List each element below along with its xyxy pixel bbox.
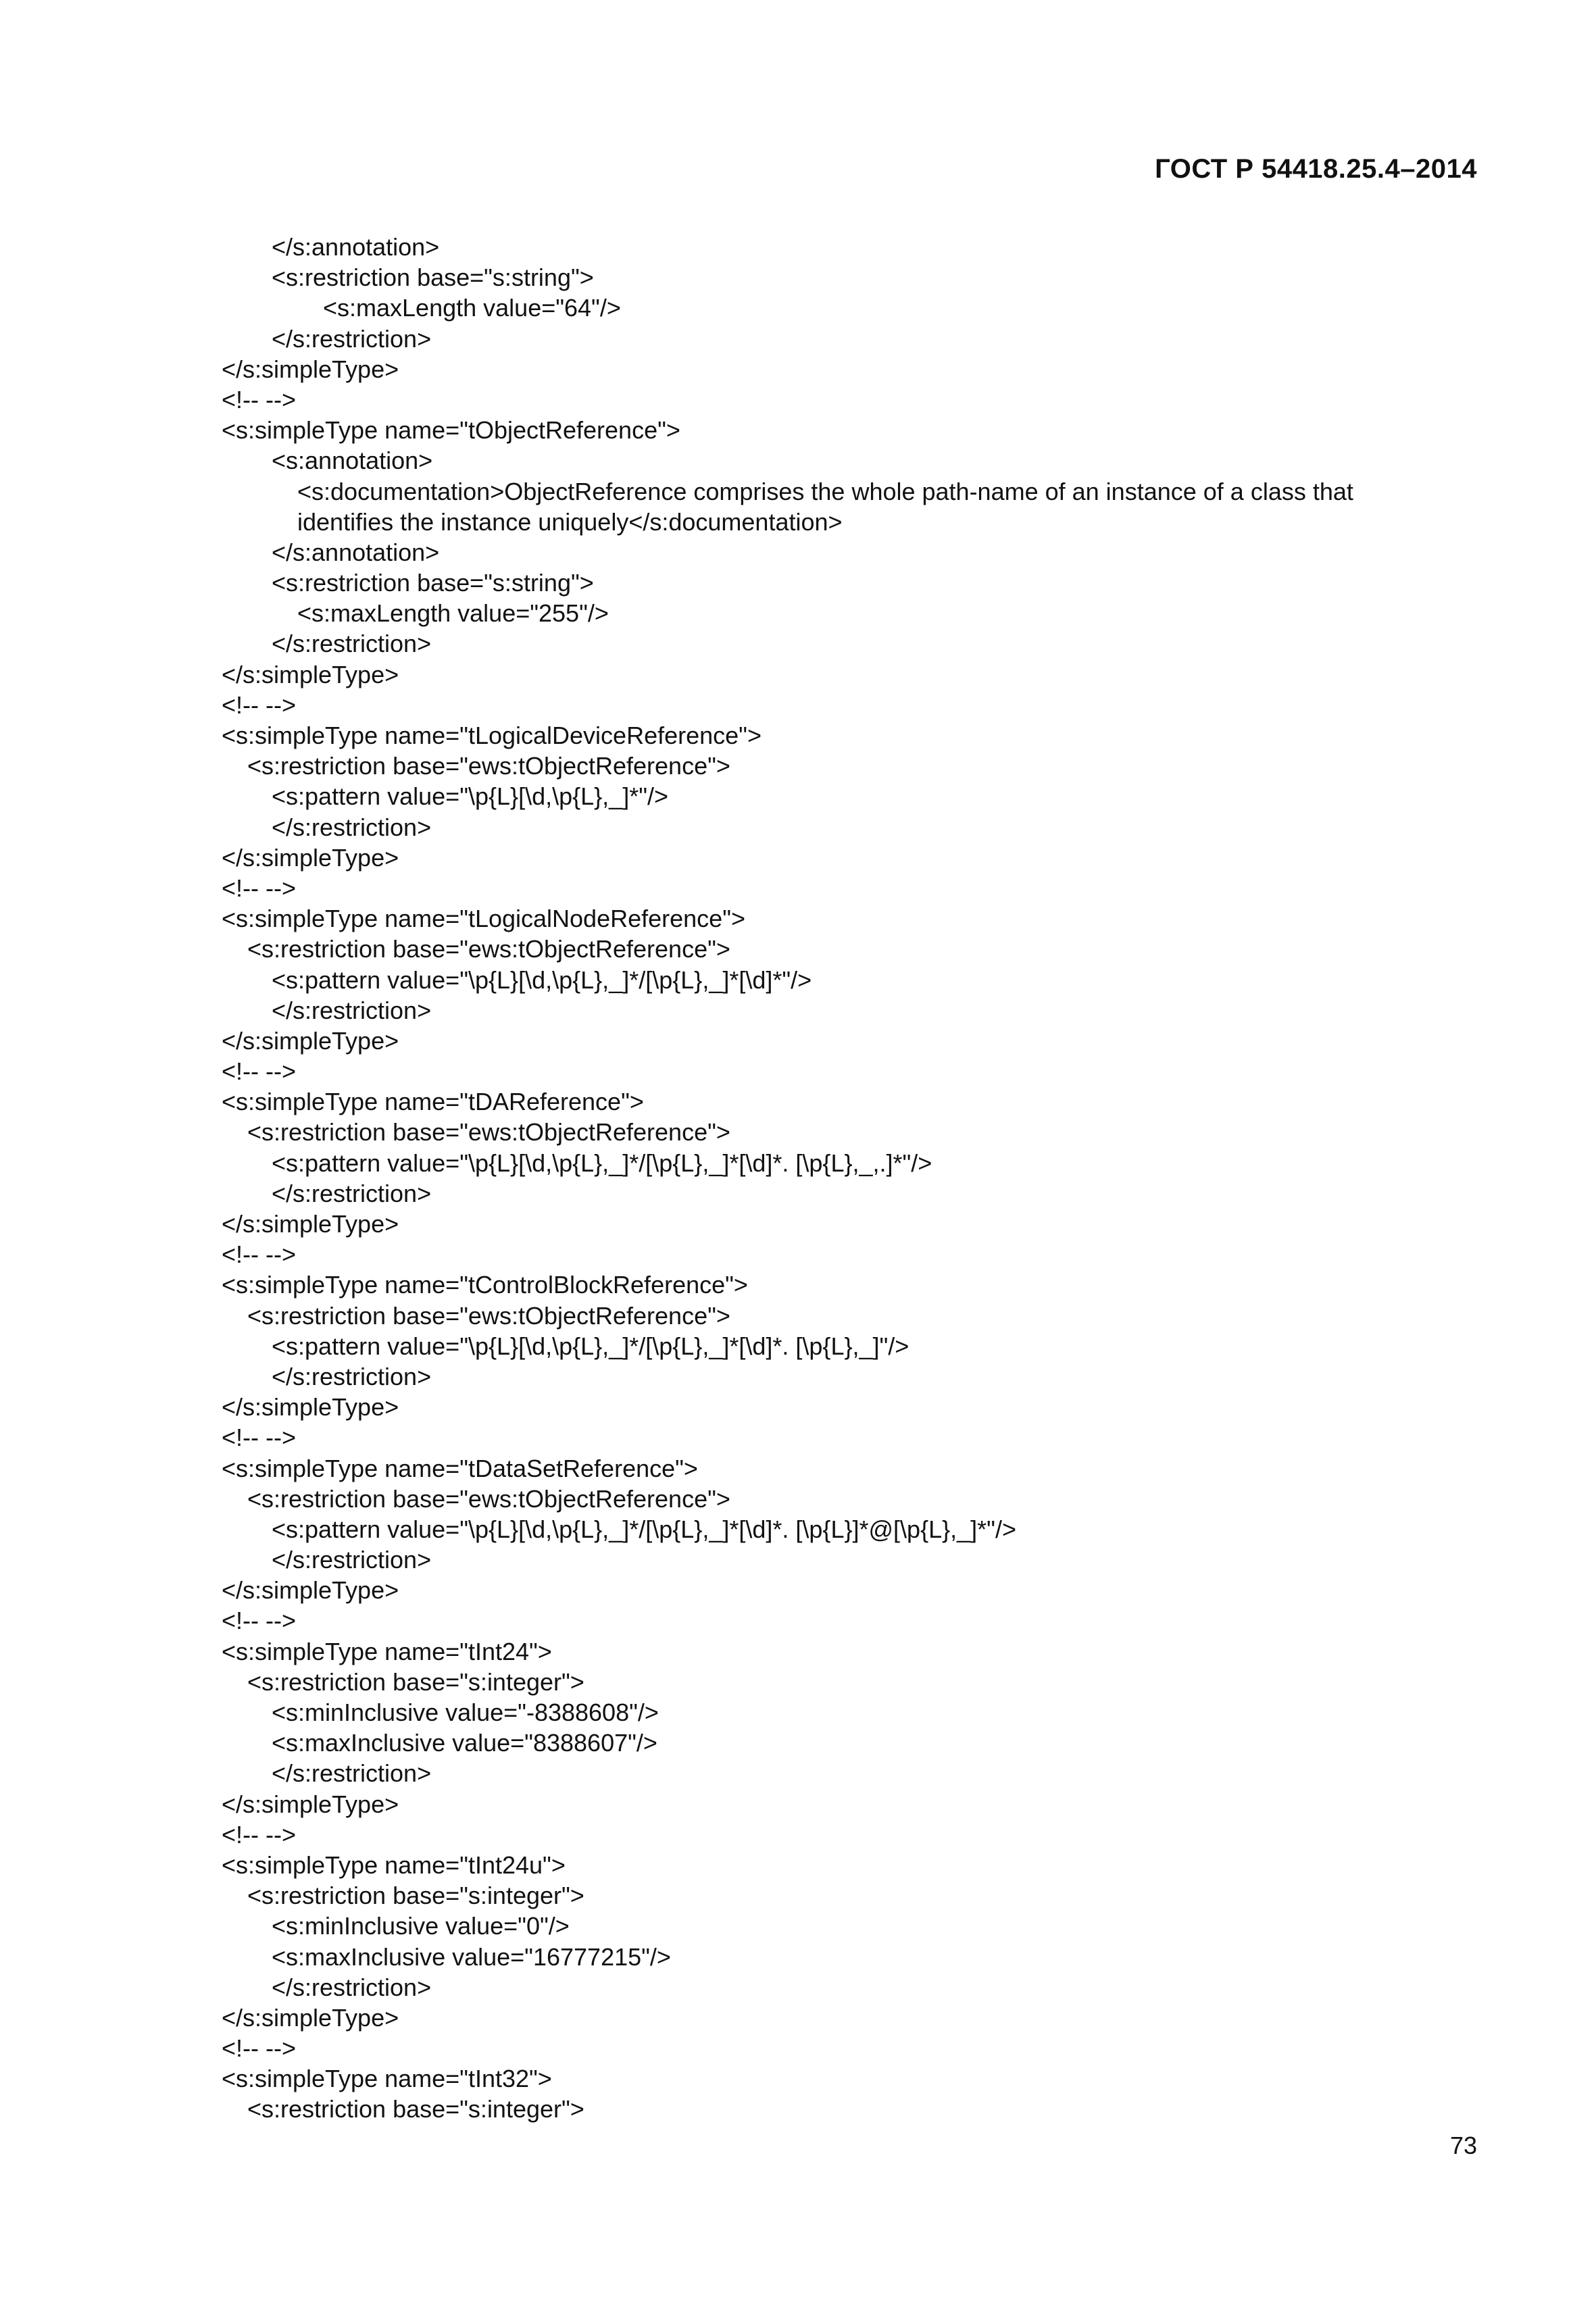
code-line: identifies the instance uniquely</s:documentation>: [297, 507, 843, 536]
code-line: <s:simpleType name="tDAReference">: [222, 1088, 644, 1116]
code-line: <s:pattern value="\p{L}[\d,\p{L},_]*"/>: [272, 782, 669, 811]
code-line: <s:simpleType name="tDataSetReference">: [222, 1454, 698, 1482]
code-line: </s:restriction>: [272, 1759, 432, 1788]
code-line: <s:restriction base="ews:tObjectReference">: [247, 1484, 730, 1513]
code-line: <s:restriction base="s:integer">: [247, 1667, 584, 1696]
code-line: <!-- -->: [222, 1057, 297, 1086]
code-line: <s:minInclusive value="-8388608"/>: [272, 1699, 659, 1726]
code-line: </s:restriction>: [272, 1546, 432, 1574]
code-line: <s:restriction base="s:string">: [272, 263, 594, 292]
code-line: <s:restriction base="s:string">: [272, 569, 594, 597]
code-line: </s:restriction>: [272, 324, 432, 353]
code-line: <s:annotation>: [272, 447, 433, 475]
code-line: </s:restriction>: [272, 630, 432, 658]
code-line: <s:simpleType name="tObjectReference">: [222, 416, 680, 445]
code-line: </s:restriction>: [272, 1179, 432, 1207]
code-line: </s:restriction>: [272, 1973, 432, 2001]
code-line: <s:simpleType name="tInt24u">: [222, 1851, 566, 1879]
code-line: </s:simpleType>: [222, 1790, 399, 1818]
code-line: </s:simpleType>: [222, 1026, 399, 1055]
code-line: </s:simpleType>: [222, 2003, 399, 2032]
code-line: </s:simpleType>: [222, 1210, 399, 1238]
code-line: <!-- -->: [222, 1607, 297, 1635]
code-line: <!-- -->: [222, 385, 297, 413]
code-line: <s:restriction base="ews:tObjectReference">: [247, 1118, 730, 1147]
code-line: <s:simpleType name="tInt24">: [222, 1637, 552, 1665]
code-line: <s:pattern value="\p{L}[\d,\p{L},_]*/[\p{L},_]*[\d]*. [\p{L},_,.]*"/>: [272, 1149, 932, 1177]
code-line: </s:restriction>: [272, 996, 432, 1024]
code-line: <s:pattern value="\p{L}[\d,\p{L},_]*/[\p{L},_]*[\d]*"/>: [272, 965, 812, 994]
code-line: <s:maxInclusive value="16777215"/>: [272, 1942, 671, 1971]
code-line: <s:simpleType name="tLogicalDeviceReference">: [222, 722, 762, 749]
xml-code-listing: [222, 232, 1492, 2125]
code-line: <s:restriction base="ews:tObjectReference">: [247, 935, 730, 963]
code-line: <!-- -->: [222, 874, 297, 902]
code-line: <!-- -->: [222, 1240, 297, 1269]
code-line: <s:maxLength value="255"/>: [297, 599, 609, 628]
page-header-standard-id: ГОСТ Р 54418.25.4–2014: [1155, 154, 1477, 184]
code-line: </s:simpleType>: [222, 355, 399, 383]
code-line: </s:restriction>: [272, 813, 432, 841]
code-line: <s:maxLength value="64"/>: [323, 294, 621, 322]
code-line: <!-- -->: [222, 1820, 297, 1848]
code-line: <s:minInclusive value="0"/>: [272, 1912, 570, 1940]
code-line: <s:simpleType name="tLogicalNodeReference">: [222, 905, 746, 933]
code-line: <s:restriction base="s:integer">: [247, 1882, 584, 1910]
code-line: <s:pattern value="\p{L}[\d,\p{L},_]*/[\p{L},_]*[\d]*. [\p{L}]*@[\p{L},_]*"/>: [272, 1515, 1016, 1543]
code-line: <!-- -->: [222, 1424, 297, 1452]
code-line: <!-- -->: [222, 2034, 297, 2063]
code-line: <s:maxInclusive value="8388607"/>: [272, 1729, 657, 1757]
code-line: <s:pattern value="\p{L}[\d,\p{L},_]*/[\p{L},_]*[\d]*. [\p{L},_]"/>: [272, 1332, 909, 1360]
code-line: </s:simpleType>: [222, 843, 399, 872]
code-line: </s:annotation>: [272, 233, 440, 261]
code-line: </s:annotation>: [272, 538, 440, 566]
code-line: <!-- -->: [222, 690, 297, 719]
code-line: <s:restriction base="ews:tObjectReference">: [247, 1301, 730, 1330]
code-line: </s:restriction>: [272, 1362, 432, 1390]
code-line: </s:simpleType>: [222, 660, 399, 688]
code-line: <s:documentation>ObjectReference comprises the whole path-name of an instance of a class that: [297, 477, 1353, 505]
code-line: <s:restriction base="s:integer">: [247, 2095, 584, 2123]
code-line: <s:simpleType name="tControlBlockReference">: [222, 1271, 748, 1299]
code-line: <s:simpleType name="tInt32">: [222, 2065, 552, 2093]
code-line: <s:restriction base="ews:tObjectReference">: [247, 752, 730, 780]
code-line: </s:simpleType>: [222, 1576, 399, 1605]
code-line: </s:simpleType>: [222, 1393, 399, 1422]
page-number: 73: [1449, 2132, 1477, 2159]
